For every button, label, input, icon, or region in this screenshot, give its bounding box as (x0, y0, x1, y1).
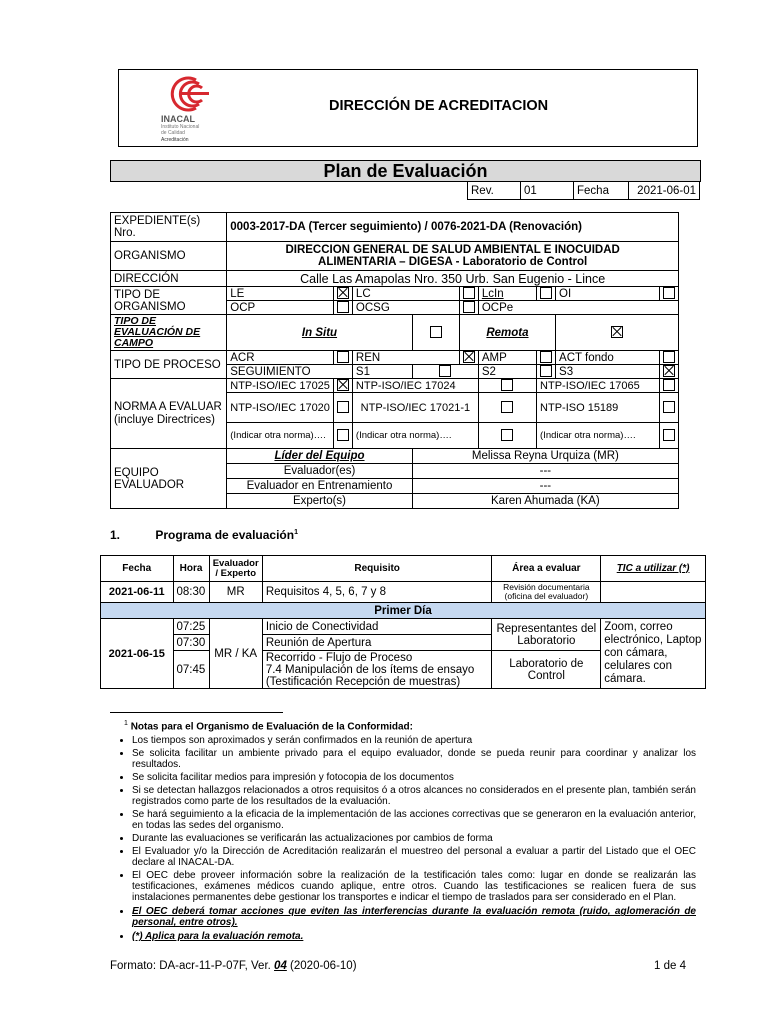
tipo-eval-label: TIPO DE EVALUACIÓN DE CAMPO (111, 315, 227, 351)
col-requisito: Requisito (262, 556, 492, 582)
footer (110, 960, 686, 972)
organismo-line1: DIRECCION GENERAL DE SALUD AMBIENTAL E INOCUIDAD (285, 244, 620, 256)
notes-sup: 1 (124, 720, 128, 727)
norma-otra-1: (Indicar otra norma)…. (227, 423, 334, 449)
proceso-s1: S1 (352, 365, 412, 379)
norma-17065-checkbox[interactable] (659, 379, 678, 393)
proceso-seguimiento: SEGUIMIENTO (227, 365, 353, 379)
norma-otra-2-checkbox[interactable] (478, 423, 536, 449)
norma-17020-checkbox[interactable] (333, 393, 352, 423)
logo-name: INACAL (161, 114, 195, 124)
norma-otra-3-checkbox[interactable] (659, 423, 678, 449)
in-situ-label: In Situ (227, 315, 412, 351)
note-item: • Durante las evaluaciones se verificarán las actualizaciones por cambios de forma (132, 833, 696, 844)
notes-list (110, 735, 696, 942)
norma-label: NORMA A EVALUAR (incluye Directrices) (111, 379, 227, 449)
organismo-value (227, 242, 679, 271)
rev-label: Rev. (468, 182, 521, 200)
footer-page: 1 de 4 (654, 960, 686, 972)
fecha-value: 2021-06-01 (629, 182, 700, 200)
row2-req-2: Reunión de Apertura (262, 635, 492, 651)
proceso-s3-checkbox[interactable] (659, 365, 678, 379)
row2-req-1: Inicio de Conectividad (262, 619, 492, 635)
footnote-divider (110, 712, 283, 713)
plan-title: Plan de Evaluación (110, 160, 701, 182)
logo-sub2: de Calidad (161, 130, 185, 136)
expediente-value: 0003-2017-DA (Tercer seguimiento) / 0076-2021-DA (Renovación) (227, 213, 679, 242)
tipo-proceso-label: TIPO DE PROCESO (111, 351, 227, 379)
logo-sub1: Instituto Nacional (161, 124, 200, 130)
col-hora: Hora (173, 556, 209, 582)
row2-req-3c: (Testificación Recepción de muestras) (265, 675, 461, 688)
tipo-org-ocp-checkbox[interactable] (333, 301, 352, 315)
proceso-act: ACT fondo (556, 351, 660, 365)
tipo-org-label: TIPO DE ORGANISMO (111, 287, 227, 315)
proceso-acr-checkbox[interactable] (333, 351, 352, 365)
dia-label: Primer Día (101, 603, 706, 619)
equipo-label: EQUIPO EVALUADOR (111, 449, 227, 509)
footer-date: (2020-06-10) (290, 960, 357, 972)
footer-ver: 04 (274, 960, 287, 972)
row1-eval: MR (209, 582, 262, 603)
note-item: • Los tiempos son aproximados y serán confirmados en la reunión de apertura (132, 735, 696, 746)
entrenamiento-label: Evaluador en Entrenamiento (227, 479, 412, 494)
row1-area: Revisión documentaria (oficina del evaluador) (492, 582, 601, 603)
norma-otra-3: (Indicar otra norma)…. (537, 423, 660, 449)
norma-17024: NTP-ISO/IEC 17024 (352, 379, 478, 393)
tipo-org-oi-checkbox[interactable] (659, 287, 678, 301)
programa-heading-sup: 1 (294, 529, 298, 536)
norma-17065: NTP-ISO/IEC 17065 (537, 379, 660, 393)
col-tic: TIC a utilizar (*) (601, 556, 706, 582)
notes-title (124, 718, 696, 732)
proceso-act-checkbox[interactable] (659, 351, 678, 365)
norma-17021: NTP-ISO/IEC 17021-1 (352, 393, 478, 423)
tipo-org-le: LE (227, 287, 334, 301)
header-box (118, 69, 698, 147)
note-bold-2: • (*) Aplica para la evaluación remota. (132, 931, 696, 942)
evaluador-label: Evaluador(es) (227, 464, 412, 479)
norma-17025-checkbox[interactable] (333, 379, 352, 393)
programa-heading-num: 1. (110, 528, 121, 542)
row2-req-3 (262, 651, 492, 689)
experto-label: Experto(s) (227, 494, 412, 509)
note-bold-1: • El OEC deberá tomar acciones que eviten las interferencias durante la evaluación remota (ruido, aglomeración de personal, entre otros). (132, 906, 696, 928)
direccion-label: DIRECCIÓN (111, 271, 227, 287)
note-item: • Se solicita facilitar un ambiente privado para el equipo evaluador, donde se pueda reunir para coordinar y analizar los resultados. (132, 748, 696, 770)
norma-17025: NTP-ISO/IEC 17025 (227, 379, 334, 393)
organismo-line2: ALIMENTARIA – DIGESA - Laboratorio de Control (318, 256, 588, 268)
proceso-amp-checkbox[interactable] (537, 351, 556, 365)
organismo-label: ORGANISMO (111, 242, 227, 271)
entrenamiento-value: --- (412, 479, 678, 494)
notes (110, 718, 696, 944)
note-item: • El OEC debe proveer información sobre la realización de la testificación tales como: lugar en donde se realizarán las testificaciones, exámenes médicos cuando aplique, entre otros. Cuando las testificaciones se realicen fuera de sus instalaciones permanentes debe gestionar los transportes e indicar el tiempo de traslados para ser considerado en el Plan. (132, 870, 696, 903)
row1-tic (601, 582, 706, 603)
col-fecha: Fecha (101, 556, 174, 582)
norma-15189-checkbox[interactable] (659, 393, 678, 423)
proceso-amp: AMP (478, 351, 536, 365)
row2-hora-2: 07:30 (173, 635, 209, 651)
tipo-org-lc-checkbox[interactable] (459, 287, 478, 301)
tipo-org-ocsg: OCSG (352, 301, 459, 315)
in-situ-checkbox[interactable] (412, 315, 459, 351)
proceso-ren: REN (352, 351, 459, 365)
tipo-org-lcin: LcIn (478, 287, 536, 301)
tipo-org-ocpe: OCPe (478, 301, 678, 315)
tipo-org-lc: LC (352, 287, 459, 301)
footer-formato: Formato: DA-acr-11-P-07F, Ver. (110, 960, 271, 972)
row1-req: Requisitos 4, 5, 6, 7 y 8 (262, 582, 492, 603)
row2-area-1: Representantes del Laboratorio (492, 619, 601, 651)
info-table (110, 212, 679, 509)
row2-req-3b: 7.4 Manipulación de los ítems de ensayo (265, 663, 475, 676)
proceso-s2: S2 (478, 365, 536, 379)
row2-area-2: Laboratorio de Control (492, 651, 601, 689)
tipo-org-ocp: OCP (227, 301, 334, 315)
norma-15189: NTP-ISO 15189 (537, 393, 660, 423)
note-item: • El Evaluador y/o la Dirección de Acreditación realizarán el muestreo del personal a evaluar a partir del Listado que el OEC declare al INACAL-DA. (132, 846, 696, 868)
row2-hora-3: 07:45 (173, 651, 209, 689)
expediente-label: EXPEDIENTE(s) Nro. (111, 213, 227, 242)
programa-heading-text: Programa de evaluación (155, 528, 295, 542)
inacal-logo-icon (161, 76, 211, 112)
logo-sub3: Acreditación (161, 137, 189, 143)
lider-value: Melissa Reyna Urquiza (MR) (412, 449, 678, 464)
inacal-logo (159, 76, 239, 142)
norma-otra-1-checkbox[interactable] (333, 423, 352, 449)
row2-eval: MR / KA (209, 619, 262, 689)
row1-fecha: 2021-06-11 (101, 582, 174, 603)
rev-table (467, 181, 700, 200)
proceso-s2-checkbox[interactable] (537, 365, 556, 379)
experto-value: Karen Ahumada (KA) (412, 494, 678, 509)
direccion-value: Calle Las Amapolas Nro. 350 Urb. San Eugenio - Lince (227, 271, 679, 287)
programa-table (100, 555, 706, 689)
proceso-s3: S3 (556, 365, 660, 379)
proceso-acr: ACR (227, 351, 334, 365)
programa-heading (110, 528, 298, 542)
remota-checkbox[interactable] (556, 315, 679, 351)
tipo-org-le-checkbox[interactable] (333, 287, 352, 301)
remota-label: Remota (459, 315, 555, 351)
header-title: DIRECCIÓN DE ACREDITACION (329, 98, 549, 114)
fecha-label: Fecha (574, 182, 629, 200)
norma-otra-2: (Indicar otra norma)…. (352, 423, 478, 449)
row2-fecha: 2021-06-15 (101, 619, 174, 689)
norma-17024-checkbox[interactable] (478, 379, 536, 393)
row1-hora: 08:30 (173, 582, 209, 603)
note-item: • Si se detectan hallazgos relacionados a otros requisitos ó a otros alcances no considerados en el presente plan, también serán registrados como parte de los resultados de la evaluación. (132, 785, 696, 807)
proceso-s1-checkbox[interactable] (412, 365, 478, 379)
col-evaluador: Evaluador / Experto (209, 556, 262, 582)
proceso-ren-checkbox[interactable] (459, 351, 478, 365)
note-item: • Se solicita facilitar medios para impresión y fotocopia de los documentos (132, 772, 696, 783)
norma-17020: NTP-ISO/IEC 17020 (227, 393, 334, 423)
lider-label: Líder del Equipo (227, 449, 412, 464)
tipo-org-ocsg-checkbox[interactable] (459, 301, 478, 315)
tipo-org-lcin-checkbox[interactable] (537, 287, 556, 301)
row2-tic: Zoom, correo electrónico, Laptop con cámara, celulares con cámara. (601, 619, 706, 689)
note-item: • Se hará seguimiento a la eficacia de la implementación de las acciones correctivas que se generaron en la evaluación anterior, en todas las sedes del organismo. (132, 809, 696, 831)
norma-17021-checkbox[interactable] (478, 393, 536, 423)
rev-value: 01 (521, 182, 574, 200)
tipo-org-oi: OI (556, 287, 660, 301)
notes-title-text: Notas para el Organismo de Evaluación de la Conformidad: (130, 721, 413, 733)
col-area: Área a evaluar (492, 556, 601, 582)
row2-hora-1: 07:25 (173, 619, 209, 635)
row2-req-3a: Recorrido - Flujo de Proceso (265, 651, 413, 664)
evaluador-value: --- (412, 464, 678, 479)
